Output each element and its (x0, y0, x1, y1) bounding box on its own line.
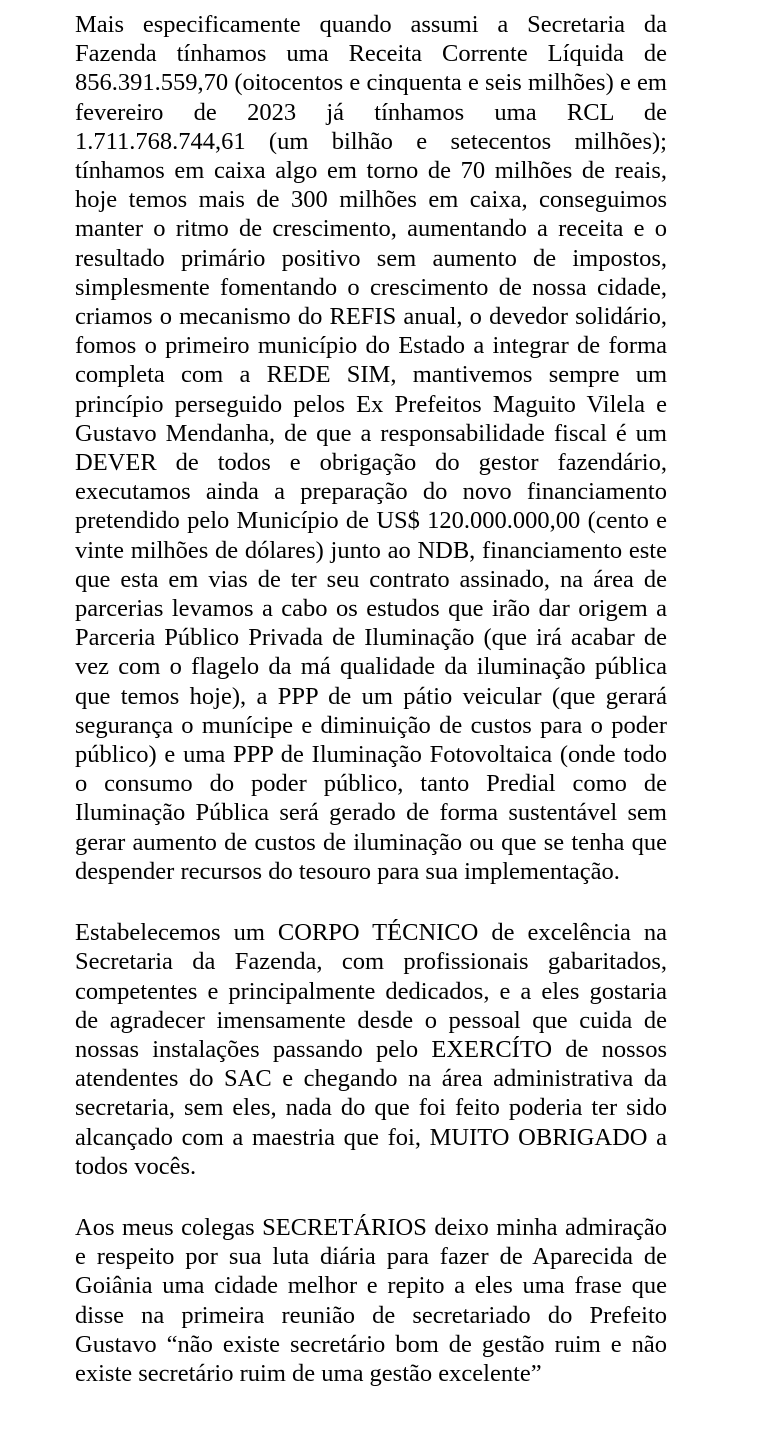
paragraph-finances-overview: Mais especificamente quando assumi a Secretaria da Fazenda tínhamos uma Receita Corrente Líquida de 856.391.559,70 (oitocentos e cinquenta e seis milhões) e em fevereiro de 2023 já tínhamos uma RCL de 1.711.768.744,61 (um bilhão e setecentos milhões); tínhamos em caixa algo em torno de 70 milhões de reais, hoje temos mais de 300 milhões em caixa, conseguimos manter o ritmo de crescimento, aumentando a receita e o resultado primário positivo sem aumento de impostos, simplesmente fomentando o crescimento de nossa cidade, criamos o mecanismo do REFIS anual, o devedor solidário, fomos o primeiro município do Estado a integrar de forma completa com a REDE SIM, mantivemos sempre um princípio perseguido pelos Ex Prefeitos Maguito Vilela e Gustavo Mendanha, de que a responsabilidade fiscal é um DEVER de todos e obrigação do gestor fazendário, executamos ainda a preparação do novo financiamento pretendido pelo Município de US$ 120.000.000,00 (cento e vinte milhões de dólares) junto ao NDB, financiamento este que esta em vias de ter seu contrato assinado, na área de parcerias levamos a cabo os estudos que irão dar origem a Parceria Público Privada de Iluminação (que irá acabar de vez com o flagelo da má qualidade da iluminação pública que temos hoje), a PPP de um pátio veicular (que gerará segurança o munícipe e diminuição de custos para o poder público) e uma PPP de Iluminação Fotovoltaica (onde todo o consumo do poder público, tanto Predial como de Iluminação Pública será gerado de forma sustentável sem gerar aumento de custos de iluminação ou que se tenha que despender recursos do tesouro para sua implementação. (75, 11, 667, 885)
paragraph-secretaries-message: Aos meus colegas SECRETÁRIOS deixo minha admiração e respeito por sua luta diária para fazer de Aparecida de Goiânia uma cidade melhor e repito a eles uma frase que disse na primeira reunião de secretariado do Prefeito Gustavo “não existe secretário bom de gestão ruim e não existe secretário ruim de uma gestão excelente” (75, 1213, 667, 1387)
paragraph-technical-team-thanks: Estabelecemos um CORPO TÉCNICO de excelência na Secretaria da Fazenda, com profissionais gabaritados, competentes e principalmente dedicados, e a eles gostaria de agradecer imensamente desde o pessoal que cuida de nossas instalações passando pelo EXERCÍTO de nossos atendentes do SAC e chegando na área administrativa da secretaria, sem eles, nada do que foi feito poderia ter sido alcançado com a maestria que foi, MUITO OBRIGADO a todos vocês. (75, 919, 667, 1180)
